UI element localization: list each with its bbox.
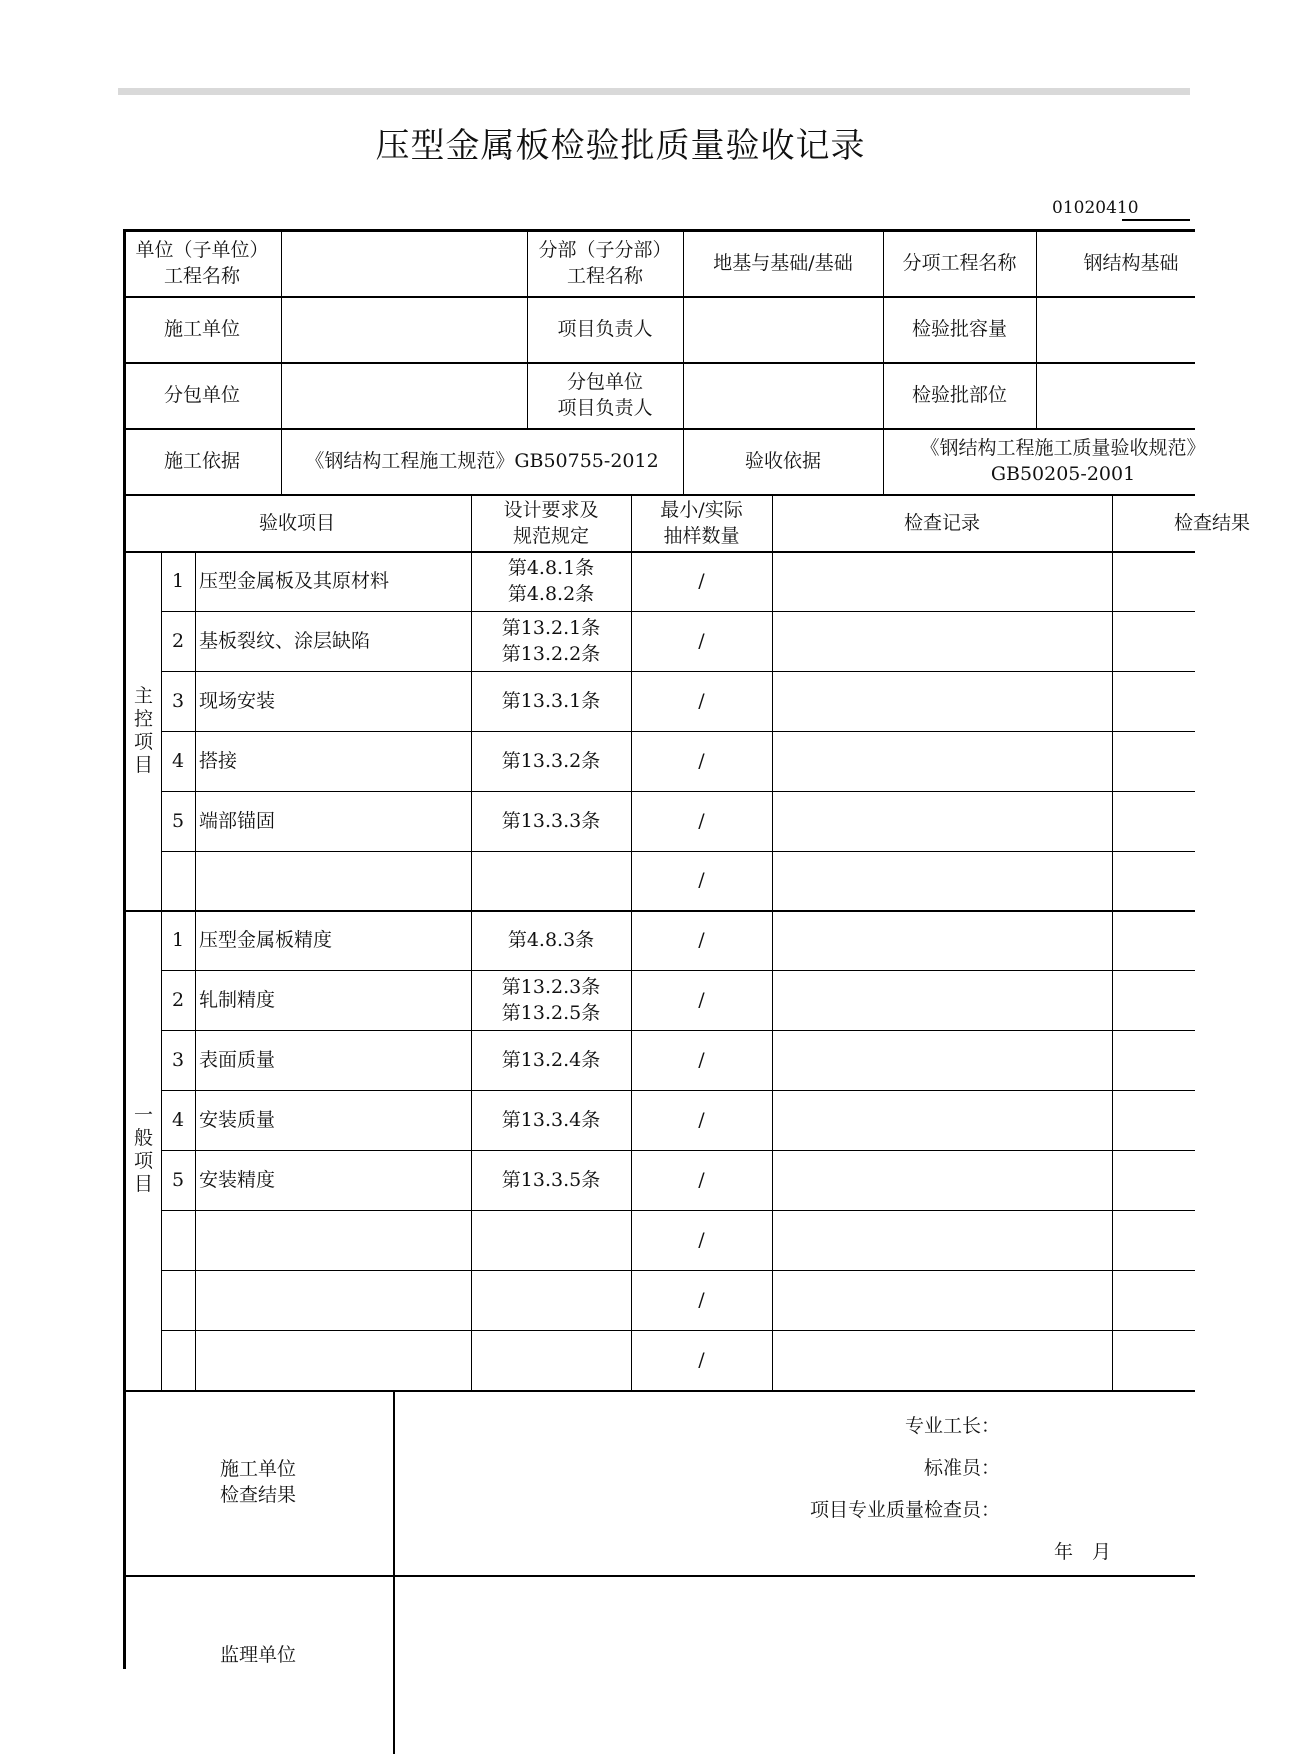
standard-officer-label-text: 标准员： [923, 1456, 1000, 1479]
main-control-row-name [195, 731, 475, 791]
contractor-result-label-text: 施工单位 [219, 1458, 296, 1481]
main-control-row-spec [471, 731, 631, 791]
batch-capacity-value [1036, 296, 1192, 362]
main-control-row-name-text: 压型金属板及其原材料 [199, 569, 390, 592]
construction-basis-value-text: 《钢结构工程施工规范》GB50755-2012 [305, 450, 659, 472]
main-control-row-name-text: 基板裂纹、涂层缺陷 [199, 629, 371, 652]
general-item-row-sample [631, 1330, 772, 1390]
acceptance-basis-value-text: 《钢结构工程施工质量验收规范》 [920, 437, 1206, 459]
general-item-row-no-text: 2 [171, 989, 185, 1012]
main-control-row-sample-text: / [698, 629, 705, 652]
construction-basis-label [123, 428, 281, 494]
acceptance-basis-label-text: 验收依据 [744, 450, 821, 472]
main-control-row-spec-text: 第13.3.2条 [501, 749, 601, 772]
main-control-row-record [772, 551, 1112, 611]
col-design [471, 494, 631, 551]
contractor-label-text: 施工单位 [163, 318, 240, 340]
general-item-row-no-text: 4 [171, 1109, 185, 1132]
general-item-row-name [195, 910, 475, 970]
general-item-row-sample-text: / [698, 1109, 705, 1132]
main-control-row-spec [471, 791, 631, 851]
general-item-row-spec [471, 970, 631, 1030]
general-item-row-result [1112, 1210, 1192, 1270]
acceptance-basis-value [883, 428, 1243, 494]
general-item-row-record [772, 1330, 1112, 1390]
general-item-group-label-text: 般 [133, 1126, 153, 1149]
col-item-text: 验收项目 [258, 511, 335, 534]
general-item-group-label-text: 项 [133, 1149, 153, 1172]
division-name-value [683, 229, 883, 296]
main-control-group-label [126, 551, 161, 910]
general-item-row-no [161, 1030, 195, 1090]
general-item-row-name [195, 1090, 475, 1150]
general-item-row-spec-text: 第13.2.3条 [501, 976, 601, 999]
general-item-row-sample-text: / [698, 1049, 705, 1072]
sub-pm-label-text: 分包单位 [566, 371, 643, 393]
contractor-result-label [123, 1390, 393, 1575]
col-sample-text: 最小/实际 [660, 498, 743, 521]
general-item-row-sample-text: / [698, 1288, 705, 1311]
general-item-row-record [772, 970, 1112, 1030]
batch-capacity-label-text: 检验批容量 [911, 318, 1007, 340]
general-item-row-record [772, 1090, 1112, 1150]
main-control-row-result [1112, 851, 1192, 911]
form-code: 01020410 [1052, 198, 1139, 218]
general-item-row-sample [631, 1210, 772, 1270]
quality-inspector-label [700, 1490, 1000, 1530]
general-item-row-sample-text: / [698, 1348, 705, 1371]
general-item-row-no [161, 1270, 195, 1330]
division-name-label-text: 分部（子分部） [538, 238, 672, 261]
batch-capacity-label [883, 296, 1036, 362]
general-item-row-result [1112, 910, 1192, 970]
general-item-row-spec [471, 1210, 631, 1270]
col-design-text: 设计要求及 [503, 498, 599, 521]
general-item-row-sample [631, 910, 772, 970]
main-control-row-sample [631, 611, 772, 671]
col-record-text: 检查记录 [903, 511, 980, 534]
main-control-row-result [1112, 791, 1192, 851]
main-control-row-no-text: 3 [171, 689, 185, 712]
main-control-row-result [1112, 611, 1192, 671]
main-control-row-name-text: 搭接 [199, 749, 238, 772]
general-item-row-result [1112, 1090, 1192, 1150]
general-item-row-sample [631, 1030, 772, 1090]
general-item-row-no [161, 970, 195, 1030]
unit-name-label-text: 工程名称 [163, 264, 240, 287]
general-item-row-sample [631, 1150, 772, 1210]
general-item-row-sample-text: / [698, 989, 705, 1012]
main-control-row-no-text: 4 [171, 749, 185, 772]
col-record [772, 494, 1112, 551]
general-item-row-name [195, 1150, 475, 1210]
general-item-row-sample-text: / [698, 1168, 705, 1191]
general-item-row-name [195, 970, 475, 1030]
supervisor-label [123, 1615, 393, 1695]
main-control-row-spec [471, 611, 631, 671]
main-control-row-sample-text: / [698, 869, 705, 892]
main-control-row-no [161, 671, 195, 731]
col-sample [631, 494, 772, 551]
main-control-row-spec-text: 第13.3.1条 [501, 689, 601, 712]
general-item-row-spec-text: 第13.3.4条 [501, 1109, 601, 1132]
document-title: 压型金属板检验批质量验收记录 [375, 126, 866, 166]
supervisor-label-text: 监理单位 [219, 1643, 296, 1666]
main-control-row-sample [631, 791, 772, 851]
division-name-label-text: 工程名称 [566, 264, 643, 287]
subitem-name-label [883, 229, 1036, 296]
general-item-row-no [161, 1090, 195, 1150]
construction-basis-value [281, 428, 683, 494]
general-item-row-result [1112, 1030, 1192, 1090]
general-item-row-spec-text: 第13.3.5条 [501, 1168, 601, 1191]
general-item-row-record [772, 910, 1112, 970]
main-control-group-label-text: 主 [133, 684, 153, 707]
sign-date [1050, 1532, 1196, 1572]
acceptance-basis-label [683, 428, 883, 494]
main-control-row-sample [631, 671, 772, 731]
general-item-row-result [1112, 970, 1192, 1030]
col-result [1112, 494, 1312, 551]
acceptance-basis-value-text: GB50205-2001 [990, 463, 1136, 485]
main-control-row-name [195, 611, 475, 671]
subitem-name-value-text: 钢结构基础 [1083, 251, 1179, 274]
main-control-row-no-text: 5 [171, 809, 185, 832]
contractor-label [123, 296, 281, 362]
general-item-row-no [161, 1210, 195, 1270]
main-control-row-no-text: 1 [171, 569, 185, 592]
project-manager-label [527, 296, 683, 362]
general-item-row-result [1112, 1330, 1192, 1390]
quality-inspector-label-text: 项目专业质量检查员： [809, 1498, 1000, 1521]
main-control-row-no [161, 851, 195, 911]
col-sample-text: 抽样数量 [663, 524, 740, 547]
main-control-row-record [772, 851, 1112, 911]
unit-name-value [281, 229, 527, 296]
general-item-row-record [772, 1150, 1112, 1210]
main-control-row-name [195, 671, 475, 731]
main-control-row-no-text: 2 [171, 629, 185, 652]
general-item-row-no-text: 3 [171, 1049, 185, 1072]
main-control-row-record [772, 611, 1112, 671]
division-name-value-text: 地基与基础/基础 [713, 251, 853, 274]
general-item-group-label [126, 910, 161, 1389]
main-control-row-no [161, 611, 195, 671]
main-control-group-label-text: 项 [133, 730, 153, 753]
general-item-row-spec-text: 第13.2.5条 [501, 1002, 601, 1025]
col-result-text: 检查结果 [1173, 511, 1250, 534]
general-item-row-name-text: 压型金属板精度 [199, 929, 333, 952]
main-control-row-sample-text: / [698, 809, 705, 832]
general-item-row-spec [471, 1150, 631, 1210]
main-control-row-sample-text: / [698, 569, 705, 592]
general-item-row-name-text: 安装精度 [199, 1168, 276, 1191]
general-item-row-sample-text: / [698, 1228, 705, 1251]
main-control-row-sample [631, 851, 772, 911]
main-control-row-spec-text: 第13.3.3条 [501, 809, 601, 832]
main-control-row-name [195, 851, 475, 911]
main-control-row-name [195, 791, 475, 851]
general-item-row-result [1112, 1150, 1192, 1210]
sub-pm-label-text: 项目负责人 [557, 397, 653, 419]
result-divider [393, 1390, 395, 1754]
col-design-text: 规范规定 [512, 524, 589, 547]
general-item-row-sample [631, 1270, 772, 1330]
sub-pm-value [683, 362, 883, 428]
general-item-row-record [772, 1270, 1112, 1330]
contractor-result-label-text: 检查结果 [219, 1484, 296, 1507]
main-control-row-spec [471, 671, 631, 731]
general-item-group-label-text: 一 [133, 1103, 153, 1126]
main-control-row-name-text: 现场安装 [199, 689, 276, 712]
main-control-group-label-text: 目 [133, 753, 153, 776]
general-item-row-name [195, 1270, 475, 1330]
foreman-label [800, 1406, 1000, 1446]
main-control-row-sample [631, 551, 772, 611]
general-item-row-no [161, 1330, 195, 1390]
general-item-row-record [772, 1030, 1112, 1090]
main-control-row-spec [471, 851, 631, 911]
division-name-label [527, 229, 683, 296]
general-item-row-sample [631, 1090, 772, 1150]
general-item-row-sample [631, 970, 772, 1030]
general-item-row-record [772, 1210, 1112, 1270]
main-control-row-record [772, 671, 1112, 731]
general-item-group-label-text: 目 [133, 1172, 153, 1195]
main-control-row-spec [471, 551, 631, 611]
sub-pm-label [527, 362, 683, 428]
main-control-group-label-text: 控 [133, 707, 153, 730]
main-control-row-name [195, 551, 475, 611]
main-control-row-result [1112, 731, 1192, 791]
subitem-name-value [1036, 229, 1226, 296]
contractor-value [281, 296, 527, 362]
main-control-row-spec-text: 第4.8.2条 [507, 582, 595, 605]
subcontractor-label-text: 分包单位 [163, 384, 240, 406]
project-manager-label-text: 项目负责人 [557, 318, 653, 340]
general-item-row-name-text: 安装质量 [199, 1109, 276, 1132]
main-control-row-result [1112, 551, 1192, 611]
col-item [123, 494, 471, 551]
general-item-row-result [1112, 1270, 1192, 1330]
unit-name-label [123, 229, 281, 296]
subcontractor-label [123, 362, 281, 428]
subcontractor-value [281, 362, 527, 428]
general-item-row-spec [471, 1330, 631, 1390]
main-control-row-no [161, 731, 195, 791]
main-control-row-spec-text: 第13.2.2条 [501, 642, 601, 665]
construction-basis-label-text: 施工依据 [163, 450, 240, 472]
main-control-row-result [1112, 671, 1192, 731]
main-control-row-no [161, 791, 195, 851]
foreman-label-text: 专业工长： [904, 1414, 1000, 1437]
main-control-row-sample-text: / [698, 689, 705, 712]
main-control-row-record [772, 791, 1112, 851]
general-item-row-spec-text: 第4.8.3条 [507, 929, 595, 952]
subitem-name-label-text: 分项工程名称 [902, 251, 1017, 274]
main-control-row-sample-text: / [698, 749, 705, 772]
standard-officer-label [800, 1448, 1000, 1488]
general-item-row-name-text: 轧制精度 [199, 989, 276, 1012]
contractor-result-bottom [123, 1575, 1195, 1577]
general-item-row-name [195, 1030, 475, 1090]
general-item-row-no-text: 5 [171, 1168, 185, 1191]
main-control-row-spec-text: 第4.8.1条 [507, 556, 595, 579]
batch-location-label [883, 362, 1036, 428]
general-item-row-no [161, 1150, 195, 1210]
main-control-row-spec-text: 第13.2.1条 [501, 616, 601, 639]
main-control-row-sample [631, 731, 772, 791]
general-item-row-no [161, 910, 195, 970]
main-control-row-name-text: 端部锚固 [199, 809, 276, 832]
general-item-row-sample-text: / [698, 929, 705, 952]
main-control-row-no [161, 551, 195, 611]
general-item-row-no-text: 1 [171, 929, 185, 952]
general-item-row-name [195, 1330, 475, 1390]
project-manager-value [683, 296, 883, 362]
general-item-row-spec [471, 1030, 631, 1090]
main-control-row-record [772, 731, 1112, 791]
batch-location-label-text: 检验批部位 [911, 384, 1007, 406]
unit-name-label-text: 单位（子单位） [135, 238, 269, 261]
batch-location-value [1036, 362, 1192, 428]
general-item-row-spec [471, 1090, 631, 1150]
general-item-row-spec [471, 910, 631, 970]
general-item-row-name-text: 表面质量 [199, 1049, 276, 1072]
sign-date-text: 年 月 [1054, 1540, 1112, 1563]
general-item-row-name [195, 1210, 475, 1270]
general-item-row-spec [471, 1270, 631, 1330]
general-item-row-spec-text: 第13.2.4条 [501, 1049, 601, 1072]
